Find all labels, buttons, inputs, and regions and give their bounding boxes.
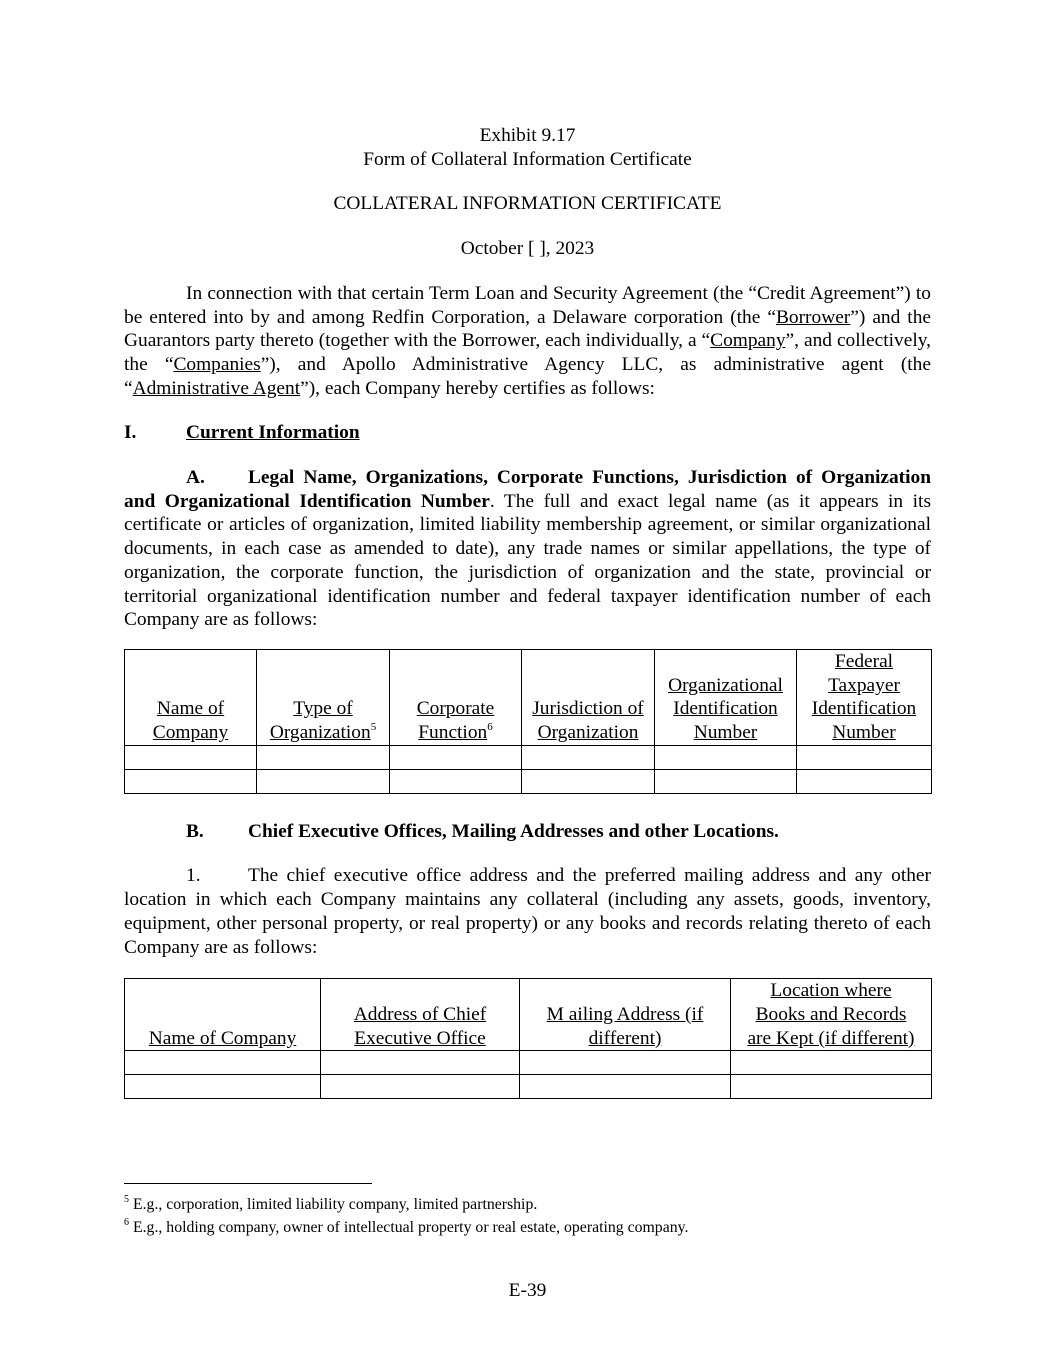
table-cell[interactable] bbox=[731, 1051, 932, 1075]
footnotes bbox=[124, 1193, 931, 1239]
exhibit-header bbox=[124, 124, 931, 171]
section-a-heading: Legal Name, Organizations, Corporate Functions, Jurisdiction of Organization and Organizational Identification Number bbox=[124, 467, 931, 512]
table-cell[interactable] bbox=[257, 745, 390, 769]
section-a-body: . The full and exact legal name (as it appears in its certificate or articles of organization, limited liability membership agreement, or similar organizational documents, in each case as amended to date), any trade names or similar appellations, the type of organization, the corporate function, the jurisdiction of organization and the state, provincial or territorial organizational identification number and federal taxpayer identification number of each Company are as follows: bbox=[124, 490, 931, 631]
section-b-title: Chief Executive Offices, Mailing Addresses and other Locations. bbox=[248, 820, 779, 842]
table-cell[interactable] bbox=[125, 1051, 321, 1075]
defined-term-company: Company bbox=[710, 330, 786, 352]
table-cell[interactable] bbox=[321, 1051, 520, 1075]
defined-term-borrower: Borrower bbox=[775, 306, 851, 328]
header-org-id-number: Organizational Identification Number bbox=[655, 649, 797, 745]
section-a-letter: A. bbox=[186, 467, 205, 489]
intro-text-3: ”, and collectively, the “ bbox=[124, 330, 931, 375]
footnote-ref-6: 6 bbox=[487, 720, 493, 733]
table-cell[interactable] bbox=[797, 769, 932, 793]
table-cell[interactable] bbox=[655, 745, 797, 769]
header-name-of-company: Name of Company bbox=[125, 649, 257, 745]
table-row bbox=[125, 769, 932, 793]
page-number: E-39 bbox=[508, 1280, 547, 1301]
table-cell[interactable] bbox=[522, 745, 655, 769]
table-cell[interactable] bbox=[390, 769, 522, 793]
footnote-number: 6 bbox=[124, 1216, 129, 1228]
table-cell[interactable] bbox=[655, 769, 797, 793]
table-header-row bbox=[125, 649, 932, 745]
locations-table bbox=[124, 978, 932, 1099]
table-cell[interactable] bbox=[520, 1075, 731, 1099]
section-b-letter: B. bbox=[186, 820, 204, 842]
header-federal-taxpayer-id: Federal Taxpayer Identification Number bbox=[797, 649, 932, 745]
table-cell[interactable] bbox=[522, 769, 655, 793]
footnote-number: 5 bbox=[124, 1193, 129, 1205]
table-cell[interactable] bbox=[797, 745, 932, 769]
footnote-5 bbox=[124, 1193, 931, 1216]
defined-term-administrative-agent: Administrative Agent bbox=[132, 377, 301, 399]
table-cell[interactable] bbox=[125, 745, 257, 769]
table-cell[interactable] bbox=[520, 1051, 731, 1075]
section-1-title: Current Information bbox=[186, 422, 360, 444]
company-info-table bbox=[124, 649, 932, 794]
form-title: Form of Collateral Information Certificate bbox=[363, 148, 692, 170]
section-1-number: I. bbox=[124, 422, 137, 444]
table-cell[interactable] bbox=[257, 769, 390, 793]
header-company-name: Name of Company bbox=[125, 979, 321, 1051]
table-cell[interactable] bbox=[125, 1075, 321, 1099]
header-books-records-location: Location where Books and Records are Kept (if different) bbox=[731, 979, 932, 1051]
header-chief-executive-office: Address of Chief Executive Office bbox=[321, 979, 520, 1051]
footnote-separator bbox=[124, 1183, 372, 1184]
table-cell[interactable] bbox=[390, 745, 522, 769]
footnote-text: E.g., corporation, limited liability company, limited partnership. bbox=[132, 1196, 538, 1213]
header-type-of-organization: Type of Organization$^5$ bbox=[257, 649, 390, 745]
table-cell[interactable] bbox=[125, 769, 257, 793]
table-cell[interactable] bbox=[321, 1075, 520, 1099]
intro-text-2: ”) and the Guarantors party thereto (together with the Borrower, each individually, a “ bbox=[124, 306, 932, 352]
intro-paragraph bbox=[124, 282, 931, 401]
intro-text-5: ”), each Company hereby certifies as follows: bbox=[300, 377, 655, 399]
footnote-text: E.g., holding company, owner of intellectual property or real estate, operating company. bbox=[132, 1219, 689, 1236]
table-cell[interactable] bbox=[731, 1075, 932, 1099]
footnote-ref-5: 5 bbox=[370, 720, 377, 733]
document-date: October [ ], 2023 bbox=[460, 238, 595, 260]
section-b-heading bbox=[124, 820, 931, 844]
intro-text-4: ”), and Apollo Administrative Agency LLC, as administrative agent (the “ bbox=[124, 353, 931, 399]
section-b-paragraph bbox=[124, 864, 931, 959]
document-title: COLLATERAL INFORMATION CERTIFICATE bbox=[333, 193, 722, 215]
section-b-item-number: 1. bbox=[186, 865, 201, 887]
table-header-row bbox=[125, 979, 932, 1051]
intro-text-1: In connection with that certain Term Loan and Security Agreement (the “Credit Agreement”) to be entered into by and among Redfin Corporation, a Delaware corporation (the “ bbox=[124, 282, 931, 328]
table-row bbox=[125, 745, 932, 769]
header-jurisdiction: Jurisdiction of Organization bbox=[522, 649, 655, 745]
exhibit-number: Exhibit 9.17 bbox=[479, 125, 576, 146]
defined-term-companies: Companies bbox=[173, 353, 261, 375]
section-1-heading bbox=[124, 421, 931, 445]
table-row bbox=[125, 1075, 932, 1099]
header-corporate-function: Corporate Function$^6$ bbox=[390, 649, 522, 745]
header-mailing-address: M ailing Address (if different) bbox=[520, 979, 731, 1051]
section-a-paragraph bbox=[124, 466, 931, 632]
table-row bbox=[125, 1051, 932, 1075]
section-b-body: The chief executive office address and the preferred mailing address and any other location in which each Company maintains any collateral (including any assets, goods, inventory, equipment, other personal property, or real property) or any books and records relating thereto of each Company are as follows: bbox=[124, 865, 931, 958]
footnote-6 bbox=[124, 1216, 931, 1239]
document-page bbox=[124, 124, 931, 1099]
